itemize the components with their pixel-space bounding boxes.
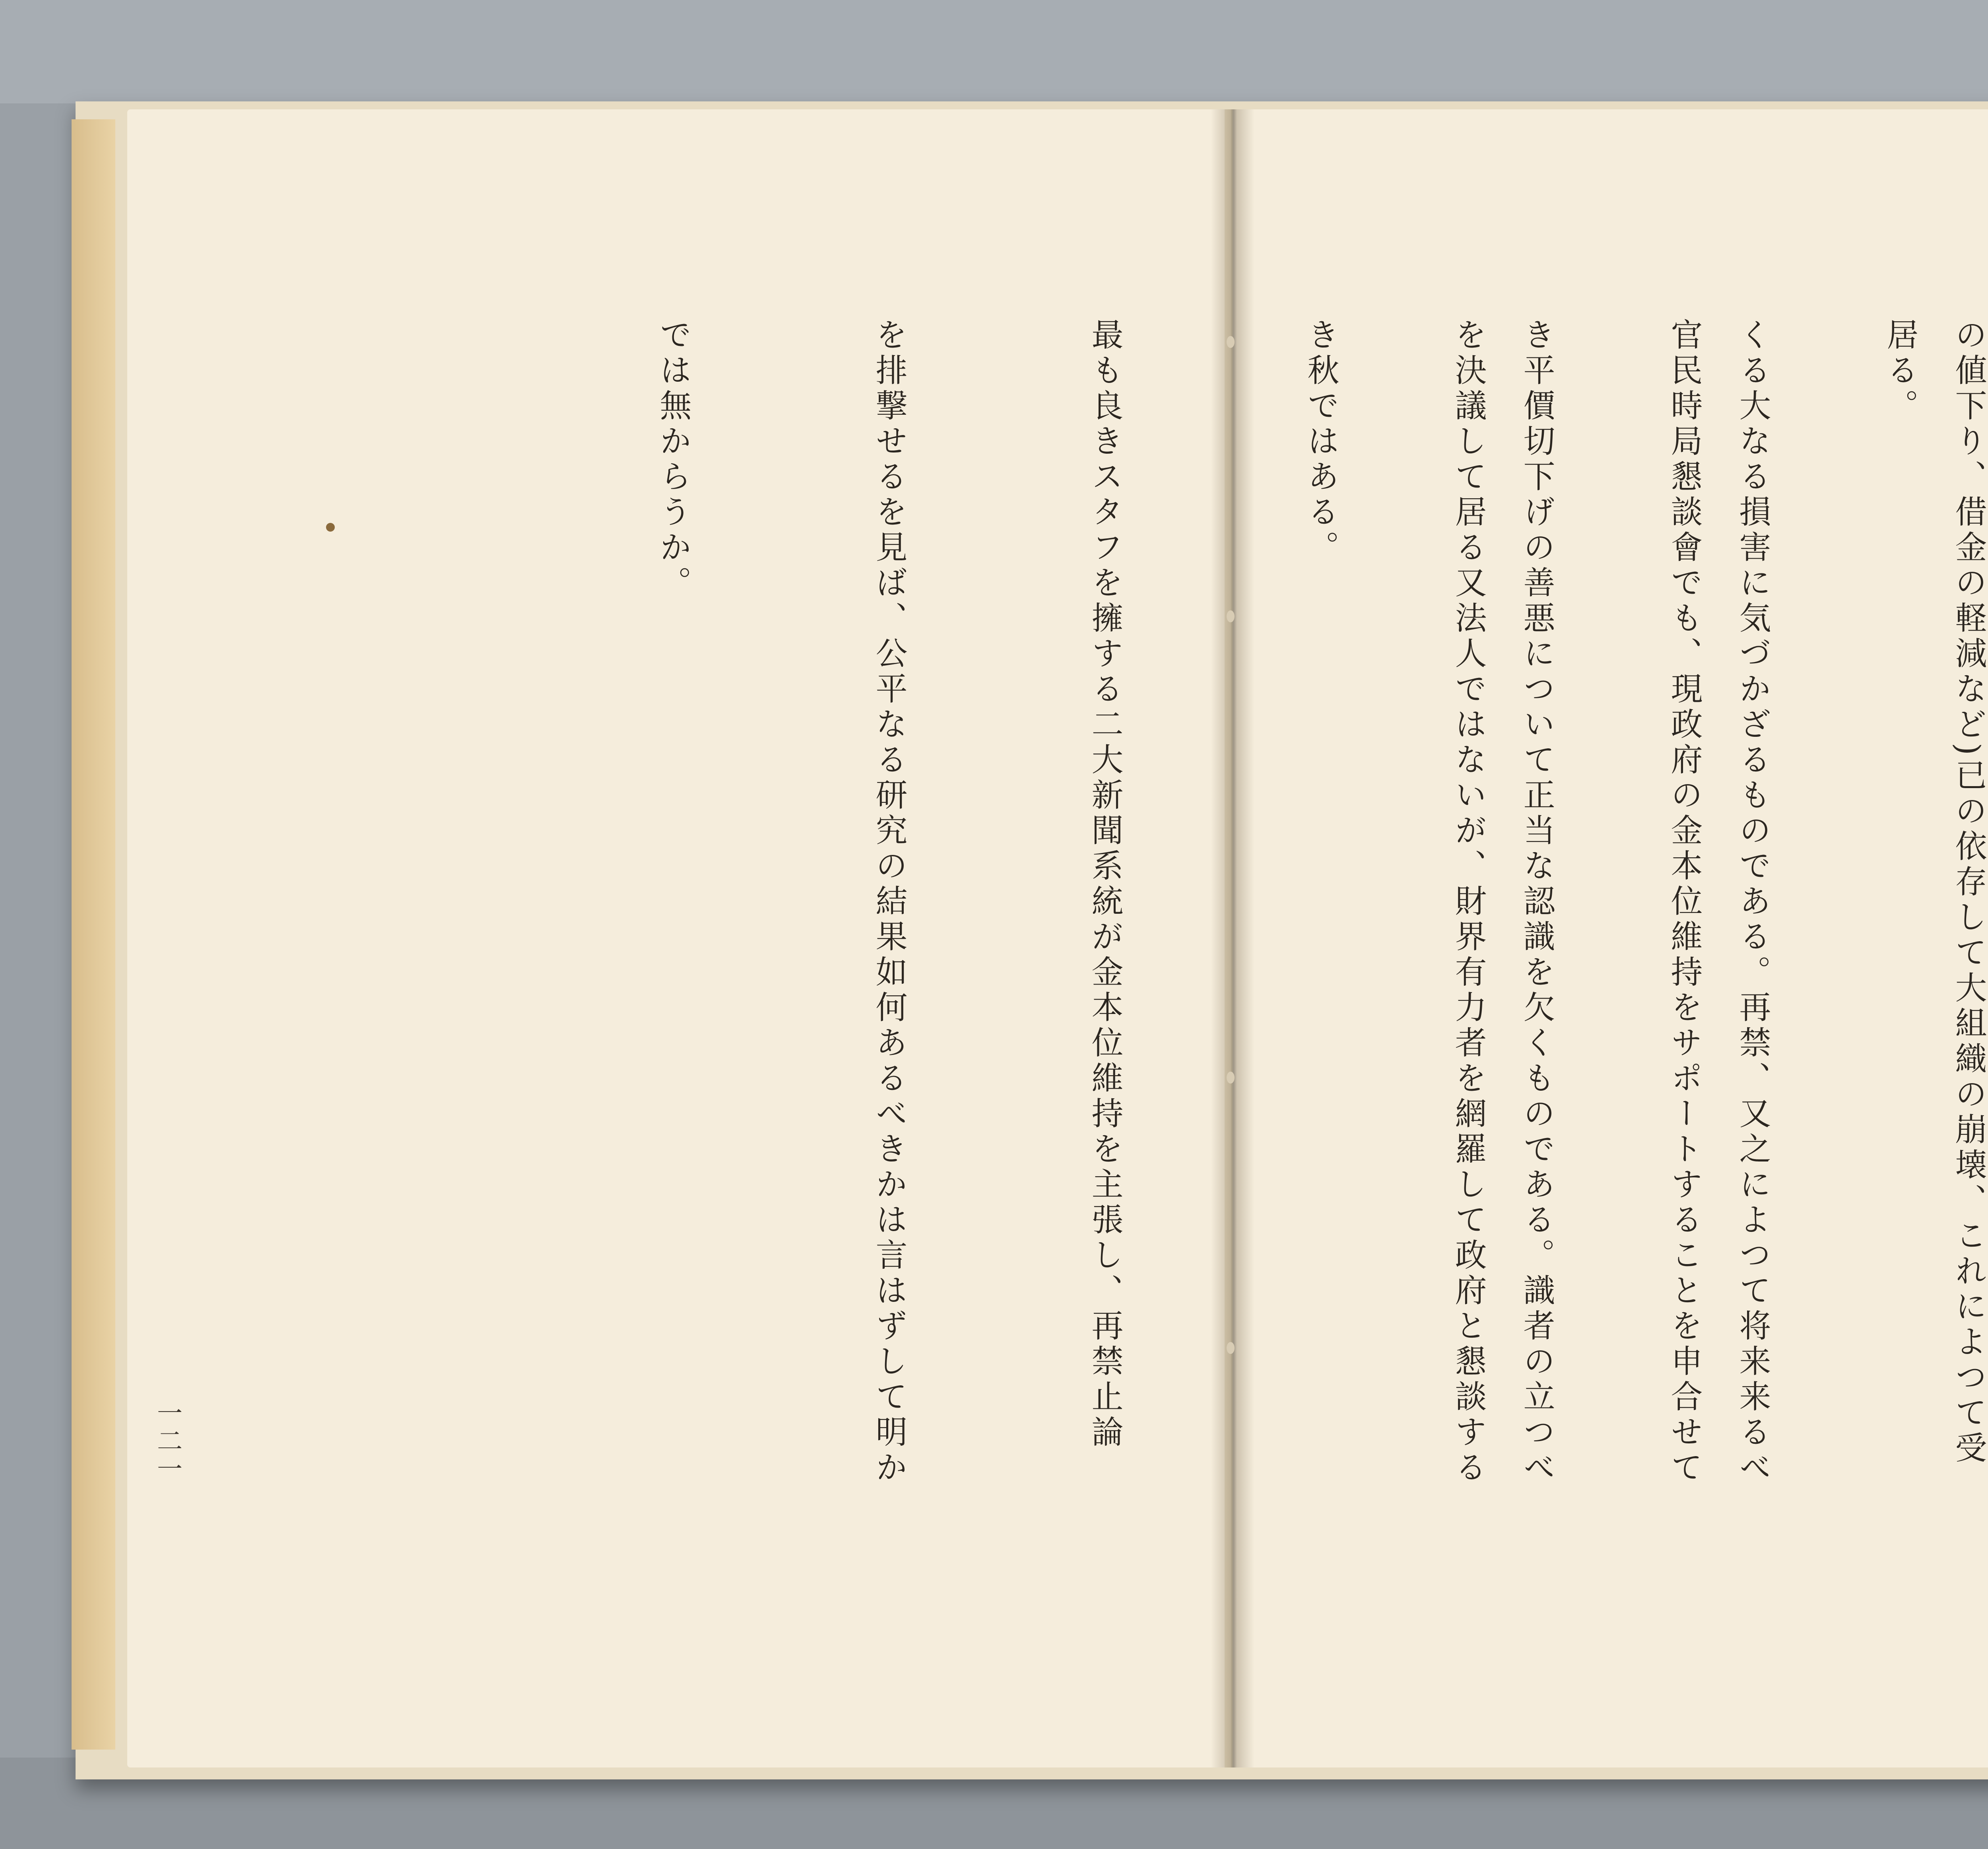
right-page-text — [1288, 318, 1988, 1630]
text-line: の値下り、借金の軽減など)已の依存して大組織の崩壊、これによつて受 — [1950, 318, 1987, 1467]
text-line: き平價切下げの善悪について正当な認識を欠くものである。識者の立つべ — [1518, 318, 1555, 1486]
text-line: を排撃せるを見ば、公平なる研究の結果如何あるべきかは言はずして明か — [870, 318, 907, 1486]
book-cover-edge — [72, 119, 115, 1750]
text-line: では無からうか。 — [654, 318, 691, 601]
text-line: を決議して居る又法人ではないが、財界有力者を網羅して政府と懇談する — [1450, 318, 1487, 1486]
text-line: 居る。 — [1881, 318, 1918, 424]
text-line: くる大なる損害に気づかざるものである。再禁、又之によつて将来来るべ — [1734, 318, 1771, 1486]
text-line: 官民時局懇談會でも、現政府の金本位維持をサポートすることを申合せて — [1666, 318, 1703, 1486]
paper-stain — [326, 523, 335, 532]
backdrop — [0, 0, 1988, 103]
text-line: き秋ではある。 — [1302, 318, 1339, 566]
text-line: 最も良きスタフを擁する二大新聞系統が金本位維持を主張し、再禁止論 — [1086, 318, 1123, 1451]
page-number: 一二一 — [153, 1400, 182, 1483]
